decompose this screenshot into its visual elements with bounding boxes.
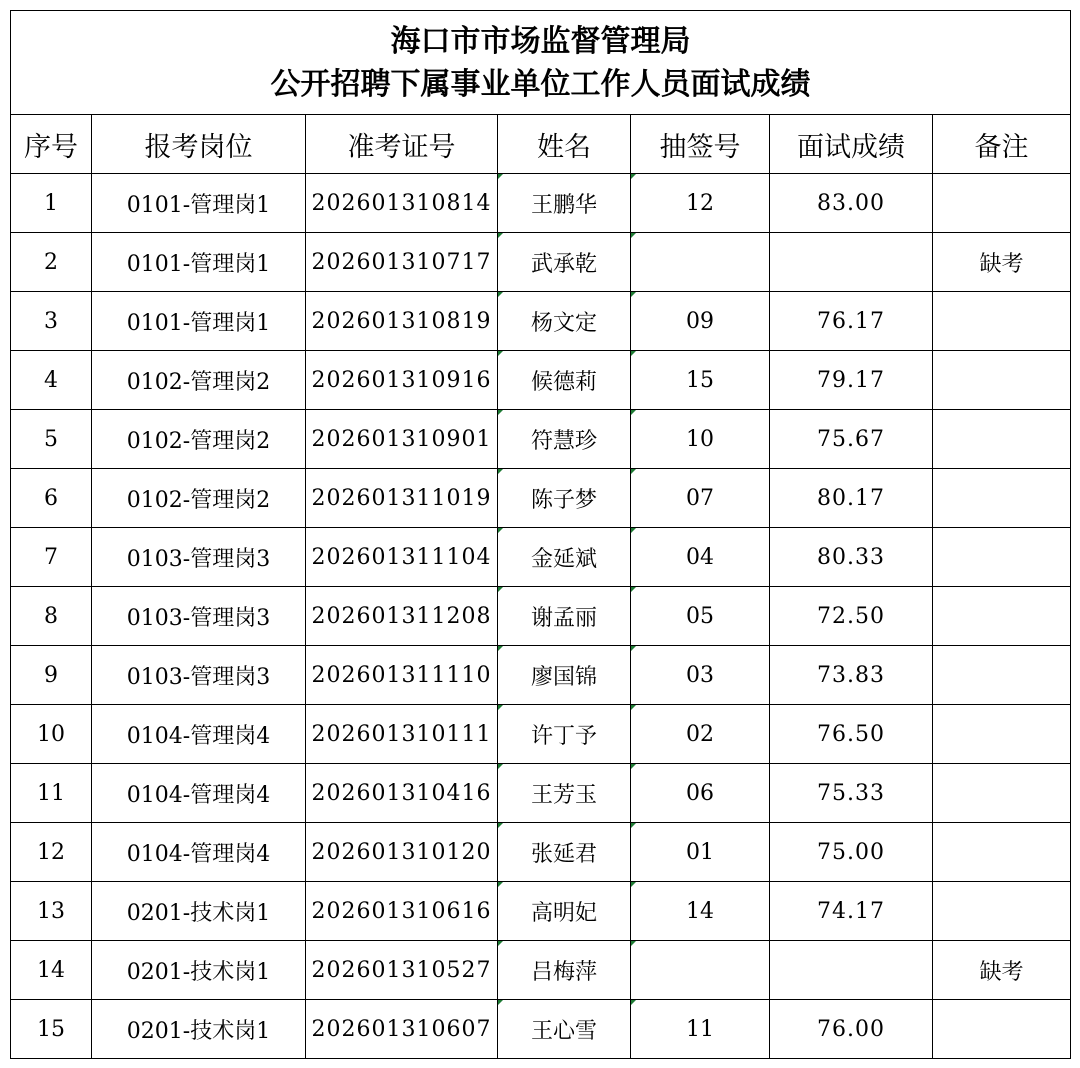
- table-row: [11, 941, 1071, 1000]
- cell-post-text: 0101-管理岗1: [126, 310, 271, 336]
- table-title: [11, 11, 1071, 115]
- cell-name: [498, 882, 631, 941]
- cell-lot: [631, 764, 770, 823]
- cell-name: [498, 233, 631, 292]
- cell-flag-marker: [631, 646, 636, 651]
- cell-exam-id: [306, 1000, 498, 1059]
- cell-no-text: 12: [37, 839, 65, 865]
- cell-lot-text: 03: [686, 662, 714, 688]
- cell-flag-marker: [631, 941, 636, 946]
- results-table: [10, 10, 1071, 1059]
- cell-name: [498, 764, 631, 823]
- cell-flag-marker: [498, 410, 503, 415]
- cell-note: [933, 764, 1071, 823]
- col-header-no: 序号: [11, 115, 92, 174]
- cell-score: [770, 351, 933, 410]
- cell-lot: [631, 410, 770, 469]
- cell-score: [770, 233, 933, 292]
- table-row: [11, 1000, 1071, 1059]
- col-header-name: 姓名: [498, 115, 631, 174]
- cell-post-text: 0102-管理岗2: [126, 369, 271, 395]
- cell-name: [498, 351, 631, 410]
- cell-exam-id-text: 202601310616: [311, 898, 492, 924]
- cell-lot: [631, 705, 770, 764]
- cell-note: [933, 410, 1071, 469]
- cell-post: [92, 941, 306, 1000]
- cell-no-text: 1: [44, 190, 58, 216]
- cell-post: [92, 410, 306, 469]
- cell-post-text: 0103-管理岗3: [126, 664, 271, 690]
- cell-post-text: 0102-管理岗2: [126, 487, 271, 513]
- table-row: [11, 174, 1071, 233]
- cell-lot-text: 02: [686, 721, 714, 747]
- cell-score: [770, 764, 933, 823]
- cell-flag-marker: [631, 823, 636, 828]
- table-row: [11, 528, 1071, 587]
- cell-flag-marker: [498, 292, 503, 297]
- cell-lot-text: 09: [686, 308, 714, 334]
- cell-note: [933, 292, 1071, 351]
- cell-lot: [631, 1000, 770, 1059]
- cell-lot: [631, 587, 770, 646]
- cell-lot-text: 06: [686, 780, 714, 806]
- cell-post-text: 0101-管理岗1: [126, 192, 271, 218]
- cell-score: [770, 292, 933, 351]
- cell-flag-marker: [498, 941, 503, 946]
- cell-flag-marker: [498, 823, 503, 828]
- cell-score-text: 76.50: [817, 721, 885, 747]
- cell-exam-id-text: 202601310527: [311, 957, 492, 983]
- cell-exam-id-text: 202601311208: [311, 603, 492, 629]
- cell-score-text: 76.00: [817, 1016, 885, 1042]
- cell-post-text: 0102-管理岗2: [126, 428, 271, 454]
- cell-no: [11, 823, 92, 882]
- cell-name-text: 王芳玉: [530, 782, 597, 808]
- cell-lot-text: 12: [686, 190, 714, 216]
- table-row: [11, 351, 1071, 410]
- cell-lot-text: 01: [686, 839, 714, 865]
- cell-post: [92, 1000, 306, 1059]
- cell-exam-id-text: 202601310901: [311, 426, 492, 452]
- table-row: [11, 705, 1071, 764]
- cell-no: [11, 764, 92, 823]
- cell-exam-id: [306, 823, 498, 882]
- cell-score-text: 76.17: [817, 308, 885, 334]
- cell-flag-marker: [631, 469, 636, 474]
- cell-name: [498, 587, 631, 646]
- cell-no-text: 7: [44, 544, 58, 570]
- cell-note-text: 缺考: [979, 251, 1024, 277]
- cell-flag-marker: [631, 233, 636, 238]
- cell-flag-marker: [631, 764, 636, 769]
- cell-note: [933, 174, 1071, 233]
- cell-score: [770, 705, 933, 764]
- cell-exam-id-text: 202601310814: [311, 190, 492, 216]
- cell-post-text: 0103-管理岗3: [126, 605, 271, 631]
- cell-no-text: 2: [44, 249, 58, 275]
- table-row: [11, 646, 1071, 705]
- cell-exam-id-text: 202601311110: [311, 662, 492, 688]
- cell-score: [770, 528, 933, 587]
- cell-name-text: 金延斌: [530, 546, 597, 572]
- cell-name: [498, 410, 631, 469]
- cell-post-text: 0201-技术岗1: [126, 959, 271, 985]
- cell-exam-id-text: 202601310916: [311, 367, 492, 393]
- cell-note: [933, 587, 1071, 646]
- cell-name-text: 陈子梦: [530, 487, 597, 513]
- cell-name-text: 符慧珍: [530, 428, 597, 454]
- cell-score-text: 75.33: [817, 780, 885, 806]
- cell-post: [92, 174, 306, 233]
- cell-post: [92, 292, 306, 351]
- cell-score: [770, 941, 933, 1000]
- cell-score-text: 80.17: [817, 485, 885, 511]
- cell-no: [11, 587, 92, 646]
- table-row: [11, 469, 1071, 528]
- cell-exam-id: [306, 469, 498, 528]
- cell-note: [933, 705, 1071, 764]
- cell-exam-id-text: 202601310819: [311, 308, 492, 334]
- cell-lot: [631, 528, 770, 587]
- table-row: [11, 764, 1071, 823]
- cell-score-text: 80.33: [817, 544, 885, 570]
- cell-flag-marker: [631, 351, 636, 356]
- cell-lot: [631, 646, 770, 705]
- cell-name-text: 王心雪: [530, 1018, 597, 1044]
- cell-score: [770, 646, 933, 705]
- cell-post-text: 0104-管理岗4: [126, 723, 271, 749]
- cell-lot-text: 11: [686, 1016, 714, 1042]
- cell-score: [770, 882, 933, 941]
- cell-name-text: 许丁予: [530, 723, 597, 749]
- cell-exam-id: [306, 174, 498, 233]
- cell-note: [933, 351, 1071, 410]
- cell-flag-marker: [498, 587, 503, 592]
- cell-exam-id-text: 202601310416: [311, 780, 492, 806]
- cell-flag-marker: [498, 233, 503, 238]
- cell-score: [770, 469, 933, 528]
- cell-post-text: 0101-管理岗1: [126, 251, 271, 277]
- cell-no-text: 11: [37, 780, 65, 806]
- cell-no: [11, 646, 92, 705]
- title-line-2: 公开招聘下属事业单位工作人员面试成绩: [270, 66, 811, 102]
- cell-lot-text: 14: [686, 898, 714, 924]
- cell-flag-marker: [631, 705, 636, 710]
- cell-name-text: 吕梅萍: [530, 959, 597, 985]
- cell-flag-marker: [631, 410, 636, 415]
- cell-no-text: 10: [37, 721, 65, 747]
- cell-name: [498, 705, 631, 764]
- cell-no-text: 5: [44, 426, 58, 452]
- col-header-lot: 抽签号: [631, 115, 770, 174]
- cell-exam-id-text: 202601310607: [311, 1016, 492, 1042]
- cell-score-text: 74.17: [817, 898, 885, 924]
- cell-lot: [631, 823, 770, 882]
- cell-post: [92, 469, 306, 528]
- cell-post: [92, 233, 306, 292]
- cell-exam-id: [306, 410, 498, 469]
- cell-lot-text: 15: [686, 367, 714, 393]
- cell-no: [11, 528, 92, 587]
- cell-lot-text: 04: [686, 544, 714, 570]
- cell-exam-id: [306, 351, 498, 410]
- table-row: [11, 292, 1071, 351]
- cell-no: [11, 292, 92, 351]
- cell-post-text: 0104-管理岗4: [126, 841, 271, 867]
- table-row: [11, 410, 1071, 469]
- cell-score-text: 75.67: [817, 426, 885, 452]
- cell-flag-marker: [498, 469, 503, 474]
- cell-post: [92, 705, 306, 764]
- cell-name-text: 谢孟丽: [530, 605, 597, 631]
- cell-note: [933, 823, 1071, 882]
- cell-name: [498, 528, 631, 587]
- cell-flag-marker: [631, 882, 636, 887]
- cell-score: [770, 174, 933, 233]
- cell-exam-id-text: 202601310717: [311, 249, 492, 275]
- cell-no-text: 14: [37, 957, 65, 983]
- cell-score: [770, 587, 933, 646]
- cell-flag-marker: [631, 174, 636, 179]
- cell-no: [11, 941, 92, 1000]
- cell-flag-marker: [631, 587, 636, 592]
- cell-no-text: 13: [37, 898, 65, 924]
- cell-flag-marker: [498, 1000, 503, 1005]
- cell-post-text: 0201-技术岗1: [126, 900, 271, 926]
- cell-exam-id: [306, 587, 498, 646]
- cell-name: [498, 1000, 631, 1059]
- cell-post: [92, 764, 306, 823]
- cell-name: [498, 646, 631, 705]
- header-row: [11, 115, 1071, 174]
- cell-exam-id-text: 202601310120: [311, 839, 492, 865]
- cell-note: [933, 941, 1071, 1000]
- cell-no-text: 8: [44, 603, 58, 629]
- cell-flag-marker: [631, 292, 636, 297]
- cell-name-text: 廖国锦: [530, 664, 597, 690]
- cell-name-text: 王鹏华: [530, 192, 597, 218]
- cell-lot: [631, 233, 770, 292]
- cell-exam-id-text: 202601311104: [311, 544, 492, 570]
- cell-post: [92, 528, 306, 587]
- cell-post-text: 0201-技术岗1: [126, 1018, 271, 1044]
- table-row: [11, 233, 1071, 292]
- cell-exam-id: [306, 528, 498, 587]
- cell-flag-marker: [498, 646, 503, 651]
- cell-exam-id-text: 202601310111: [311, 721, 492, 747]
- cell-exam-id-text: 202601311019: [311, 485, 492, 511]
- table-row: [11, 882, 1071, 941]
- cell-no: [11, 351, 92, 410]
- cell-note: [933, 1000, 1071, 1059]
- cell-exam-id: [306, 764, 498, 823]
- cell-exam-id: [306, 292, 498, 351]
- cell-no: [11, 469, 92, 528]
- cell-note: [933, 528, 1071, 587]
- cell-no: [11, 233, 92, 292]
- cell-lot: [631, 469, 770, 528]
- cell-post-text: 0103-管理岗3: [126, 546, 271, 572]
- cell-name-text: 候德莉: [530, 369, 597, 395]
- cell-no: [11, 882, 92, 941]
- cell-score: [770, 1000, 933, 1059]
- cell-name-text: 高明妃: [530, 900, 597, 926]
- cell-score-text: 75.00: [817, 839, 885, 865]
- cell-post: [92, 351, 306, 410]
- cell-flag-marker: [498, 528, 503, 533]
- cell-no-text: 9: [44, 662, 58, 688]
- cell-exam-id: [306, 882, 498, 941]
- cell-name-text: 武承乾: [530, 251, 597, 277]
- cell-name: [498, 823, 631, 882]
- cell-lot: [631, 174, 770, 233]
- cell-score-text: 79.17: [817, 367, 885, 393]
- cell-flag-marker: [498, 351, 503, 356]
- cell-post: [92, 882, 306, 941]
- cell-lot: [631, 941, 770, 1000]
- cell-note: [933, 882, 1071, 941]
- cell-lot: [631, 351, 770, 410]
- col-header-note: 备注: [933, 115, 1071, 174]
- table-row: [11, 823, 1071, 882]
- cell-score-text: 72.50: [817, 603, 885, 629]
- cell-score-text: 73.83: [817, 662, 885, 688]
- col-header-score: 面试成绩: [770, 115, 933, 174]
- cell-flag-marker: [498, 705, 503, 710]
- cell-score: [770, 823, 933, 882]
- cell-name-text: 张延君: [530, 841, 597, 867]
- cell-no-text: 3: [44, 308, 58, 334]
- table-row: [11, 587, 1071, 646]
- cell-note: [933, 233, 1071, 292]
- cell-note: [933, 469, 1071, 528]
- title-line-1: 海口市市场监督管理局: [390, 23, 691, 59]
- cell-name: [498, 941, 631, 1000]
- col-header-post: 报考岗位: [92, 115, 306, 174]
- cell-flag-marker: [631, 1000, 636, 1005]
- cell-post: [92, 587, 306, 646]
- cell-post-text: 0104-管理岗4: [126, 782, 271, 808]
- cell-no-text: 4: [44, 367, 58, 393]
- cell-name: [498, 469, 631, 528]
- cell-no: [11, 410, 92, 469]
- cell-exam-id: [306, 705, 498, 764]
- cell-lot: [631, 882, 770, 941]
- cell-score: [770, 410, 933, 469]
- cell-lot: [631, 292, 770, 351]
- cell-flag-marker: [631, 528, 636, 533]
- cell-score-text: 83.00: [817, 190, 885, 216]
- cell-exam-id: [306, 646, 498, 705]
- cell-lot-text: 10: [686, 426, 714, 452]
- cell-flag-marker: [498, 764, 503, 769]
- cell-no-text: 6: [44, 485, 58, 511]
- cell-no: [11, 174, 92, 233]
- cell-flag-marker: [498, 882, 503, 887]
- cell-name-text: 杨文定: [530, 310, 597, 336]
- cell-no: [11, 1000, 92, 1059]
- cell-lot-text: 07: [686, 485, 714, 511]
- cell-name: [498, 174, 631, 233]
- col-header-exam-id: 准考证号: [306, 115, 498, 174]
- cell-name: [498, 292, 631, 351]
- cell-note-text: 缺考: [979, 959, 1024, 985]
- cell-no-text: 15: [37, 1016, 65, 1042]
- cell-lot-text: 05: [686, 603, 714, 629]
- cell-flag-marker: [498, 174, 503, 179]
- cell-post: [92, 823, 306, 882]
- cell-post: [92, 646, 306, 705]
- cell-no: [11, 705, 92, 764]
- cell-exam-id: [306, 233, 498, 292]
- cell-exam-id: [306, 941, 498, 1000]
- cell-note: [933, 646, 1071, 705]
